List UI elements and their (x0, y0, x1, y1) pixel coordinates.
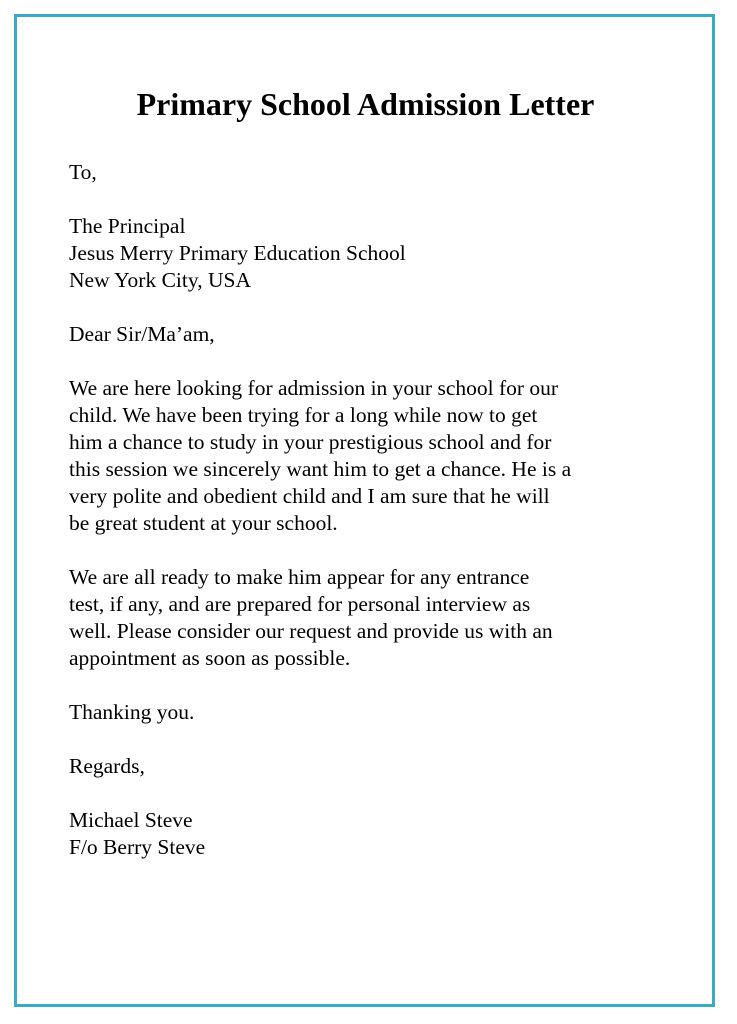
paragraph-line: test, if any, and are prepared for personal interview as (69, 592, 531, 616)
body-paragraph-2 (69, 564, 649, 672)
paragraph-line: We are here looking for admission in your school for our (69, 376, 559, 400)
paragraph-line: be great student at your school. (69, 511, 338, 535)
thanks-line: Thanking you. (69, 700, 195, 724)
paragraph-line: very polite and obedient child and I am sure that he will (69, 484, 550, 508)
paragraph-line: well. Please consider our request and provide us with an (69, 619, 553, 643)
paragraph-line: We are all ready to make him appear for any entrance (69, 565, 530, 589)
letter-body (69, 159, 649, 861)
closing-line: Regards, (69, 754, 145, 778)
signature-relation: F/o Berry Steve (69, 835, 206, 859)
recipient-address (69, 213, 649, 294)
salutation-to: To, (69, 160, 97, 184)
paragraph-line: child. We have been trying for a long while now to get (69, 403, 538, 427)
signature-block (69, 807, 649, 861)
recipient-line: Jesus Merry Primary Education School (69, 241, 406, 265)
page-title: Primary School Admission Letter (136, 86, 595, 122)
paragraph-line: this session we sincerely want him to get a chance. He is a (69, 457, 572, 481)
recipient-line: New York City, USA (69, 268, 251, 292)
greeting: Dear Sir/Ma’am, (69, 322, 215, 346)
body-paragraph-1 (69, 375, 649, 537)
paragraph-line: appointment as soon as possible. (69, 646, 351, 670)
signature-name: Michael Steve (69, 808, 193, 832)
paragraph-line: him a chance to study in your prestigious school and for (69, 430, 552, 454)
recipient-line: The Principal (69, 214, 186, 238)
